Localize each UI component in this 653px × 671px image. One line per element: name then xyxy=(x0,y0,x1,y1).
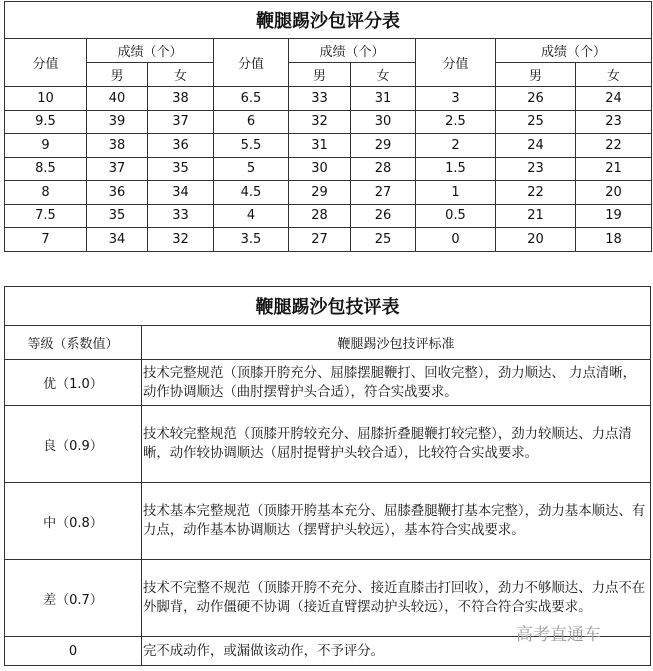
criteria-cell: 技术完整规范（顶膝开胯充分、屈膝摆腿鞭打、回收完整），劲力顺达、 力点清晰，动作协调顺达（曲肘摆臂护头合适），符合实战要求。 xyxy=(142,360,651,406)
table-cell: 33 xyxy=(289,87,351,111)
technique-table xyxy=(4,286,651,666)
table-cell: 18 xyxy=(576,228,652,252)
table-cell: 28 xyxy=(289,204,351,228)
table-row xyxy=(5,87,652,111)
grade-cell: 0 xyxy=(5,637,142,666)
table-row xyxy=(5,181,652,205)
table-cell: 8 xyxy=(5,181,87,205)
table-cell: 20 xyxy=(576,181,652,205)
table-cell: 3.5 xyxy=(214,228,289,252)
table-row xyxy=(5,406,651,483)
table-cell: 1.5 xyxy=(416,157,496,181)
score-table-title: 鞭腿踢沙包评分表 xyxy=(5,2,652,39)
table-cell: 25 xyxy=(496,110,576,134)
table-cell: 23 xyxy=(496,157,576,181)
table-cell: 33 xyxy=(148,204,214,228)
table-cell: 6.5 xyxy=(214,87,289,111)
table-cell: 21 xyxy=(496,204,576,228)
table-row xyxy=(5,228,652,252)
table-cell: 8.5 xyxy=(5,157,87,181)
table-cell: 25 xyxy=(351,228,416,252)
table-cell: 6 xyxy=(214,110,289,134)
table-cell: 24 xyxy=(496,134,576,158)
table-cell: 35 xyxy=(148,157,214,181)
table-cell: 0 xyxy=(416,228,496,252)
grade-cell: 优（1.0） xyxy=(5,360,142,406)
table-cell: 34 xyxy=(87,228,148,252)
criteria-cell: 技术不完整不规范（顶膝开胯不充分、接近直膝击打回收），劲力不够顺达、力点不在外脚背，动作僵硬不协调（接近直臂摆动护头较远），不符合符合实战要求。 xyxy=(142,560,651,637)
table-cell: 21 xyxy=(576,157,652,181)
table-cell: 22 xyxy=(576,134,652,158)
table-cell: 9 xyxy=(5,134,87,158)
table-cell: 30 xyxy=(289,157,351,181)
table-cell: 10 xyxy=(5,87,87,111)
table-cell: 27 xyxy=(351,181,416,205)
grade-header: 等级（系数值） xyxy=(5,326,142,360)
table-cell: 27 xyxy=(289,228,351,252)
table-cell: 7.5 xyxy=(5,204,87,228)
male-header: 男 xyxy=(496,63,576,87)
table-cell: 29 xyxy=(289,181,351,205)
table-row xyxy=(5,134,652,158)
female-header: 女 xyxy=(576,63,652,87)
criteria-cell: 技术较完整规范（顶膝开胯较充分、屈膝折叠腿鞭打较完整），劲力较顺达、力点清晰，动作较协调顺达（屈肘提臂护头较合适），比较符合实战要求。 xyxy=(142,406,651,483)
result-header: 成绩（个） xyxy=(496,39,652,63)
table-cell: 22 xyxy=(496,181,576,205)
table-cell: 38 xyxy=(87,134,148,158)
table-cell: 4.5 xyxy=(214,181,289,205)
table-cell: 19 xyxy=(576,204,652,228)
table-cell: 2 xyxy=(416,134,496,158)
table-cell: 39 xyxy=(87,110,148,134)
grade-cell: 中（0.8） xyxy=(5,483,142,560)
table-cell: 40 xyxy=(87,87,148,111)
table-cell: 37 xyxy=(87,157,148,181)
table-row xyxy=(5,157,652,181)
table-cell: 28 xyxy=(351,157,416,181)
table-cell: 5 xyxy=(214,157,289,181)
table-cell: 26 xyxy=(496,87,576,111)
score-header: 分值 xyxy=(416,39,496,87)
table-cell: 3 xyxy=(416,87,496,111)
watermark: 高考直通车 xyxy=(516,625,601,645)
male-header: 男 xyxy=(289,63,351,87)
table-cell: 2.5 xyxy=(416,110,496,134)
result-header: 成绩（个） xyxy=(289,39,416,63)
score-header: 分值 xyxy=(5,39,87,87)
table-cell: 26 xyxy=(351,204,416,228)
table-row xyxy=(5,204,652,228)
table-cell: 37 xyxy=(148,110,214,134)
grade-cell: 良（0.9） xyxy=(5,406,142,483)
criteria-cell: 完不成动作，或漏做该动作，不予评分。 xyxy=(142,637,651,666)
table-cell: 32 xyxy=(289,110,351,134)
table-cell: 5.5 xyxy=(214,134,289,158)
female-header: 女 xyxy=(351,63,416,87)
criteria-header: 鞭腿踢沙包技评标准 xyxy=(142,326,651,360)
score-header: 分值 xyxy=(214,39,289,87)
table-cell: 35 xyxy=(87,204,148,228)
table-cell: 23 xyxy=(576,110,652,134)
criteria-cell: 技术基本完整规范（顶膝开胯基本充分、屈膝叠腿鞭打基本完整），劲力基本顺达、有力点，动作基本协调顺达（摆臂护头较远），基本符合实战要求。 xyxy=(142,483,651,560)
table-cell: 30 xyxy=(351,110,416,134)
table-row xyxy=(5,110,652,134)
male-header: 男 xyxy=(87,63,148,87)
table-cell: 24 xyxy=(576,87,652,111)
table-row xyxy=(5,483,651,560)
table-cell: 31 xyxy=(289,134,351,158)
table-cell: 36 xyxy=(148,134,214,158)
result-header: 成绩（个） xyxy=(87,39,214,63)
table-row xyxy=(5,360,651,406)
table-cell: 1 xyxy=(416,181,496,205)
table-cell: 20 xyxy=(496,228,576,252)
technique-table-title: 鞭腿踢沙包技评表 xyxy=(5,287,651,326)
table-cell: 9.5 xyxy=(5,110,87,134)
grade-cell: 差（0.7） xyxy=(5,560,142,637)
table-cell: 34 xyxy=(148,181,214,205)
female-header: 女 xyxy=(148,63,214,87)
table-cell: 36 xyxy=(87,181,148,205)
table-cell: 29 xyxy=(351,134,416,158)
table-cell: 7 xyxy=(5,228,87,252)
table-cell: 32 xyxy=(148,228,214,252)
table-cell: 4 xyxy=(214,204,289,228)
table-cell: 0.5 xyxy=(416,204,496,228)
score-table xyxy=(4,1,652,252)
table-cell: 31 xyxy=(351,87,416,111)
table-cell: 38 xyxy=(148,87,214,111)
